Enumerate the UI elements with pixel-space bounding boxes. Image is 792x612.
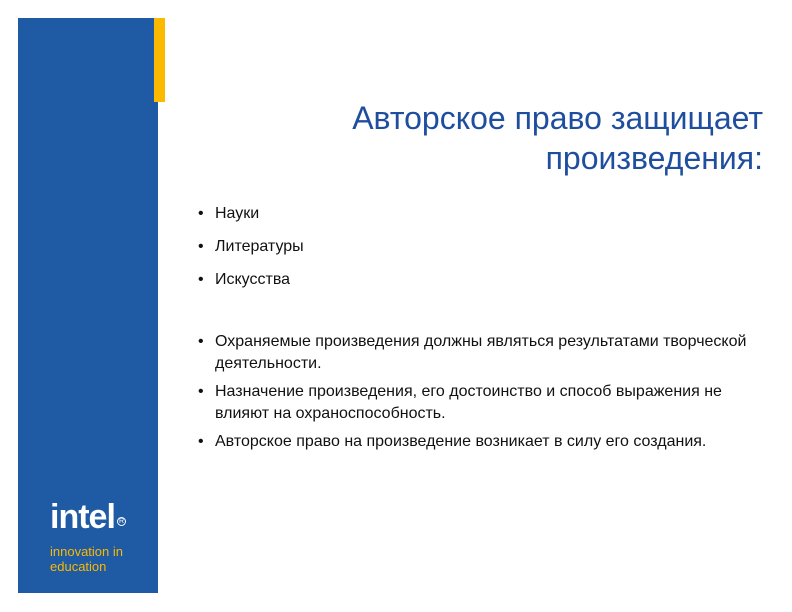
bullet-icon: • bbox=[198, 333, 204, 350]
accent-bar bbox=[154, 18, 165, 102]
bullet-item bbox=[198, 431, 758, 453]
logo-tagline-line2: education bbox=[50, 559, 107, 574]
bullet-item bbox=[198, 331, 758, 375]
bullet-item bbox=[198, 236, 758, 258]
logo-tagline bbox=[50, 544, 123, 574]
bullet-text: Литературы bbox=[215, 238, 304, 255]
bullet-icon: • bbox=[198, 383, 204, 400]
logo-tagline-line1: innovation in bbox=[50, 544, 123, 559]
bullet-text: Назначение произведения, его достоинство и способ выражения не влияют на охраноспособность. bbox=[215, 383, 722, 422]
slide-title-line2: произведения: bbox=[545, 140, 763, 176]
bullet-icon: • bbox=[198, 238, 204, 255]
bullet-item bbox=[198, 203, 758, 225]
bullet-list bbox=[198, 203, 758, 453]
registered-mark-icon: R bbox=[118, 518, 125, 525]
bullet-icon: • bbox=[198, 271, 204, 288]
bullet-text: Искусства bbox=[215, 271, 291, 288]
slide-title-line1: Авторское право защищает bbox=[352, 100, 763, 136]
bullet-item bbox=[198, 269, 758, 291]
bullet-text: Науки bbox=[215, 205, 260, 222]
bullet-text: Авторское право на произведение возникает в силу его создания. bbox=[215, 433, 707, 450]
bullet-icon: • bbox=[198, 433, 204, 450]
intel-logo bbox=[50, 497, 150, 587]
logo-wordmark: intel bbox=[50, 498, 115, 536]
slide-title bbox=[243, 98, 763, 178]
bullet-icon: • bbox=[198, 205, 204, 222]
bullet-text: Охраняемые произведения должны являться результатами творческой деятельности. bbox=[215, 333, 747, 372]
bullet-item bbox=[198, 381, 758, 425]
